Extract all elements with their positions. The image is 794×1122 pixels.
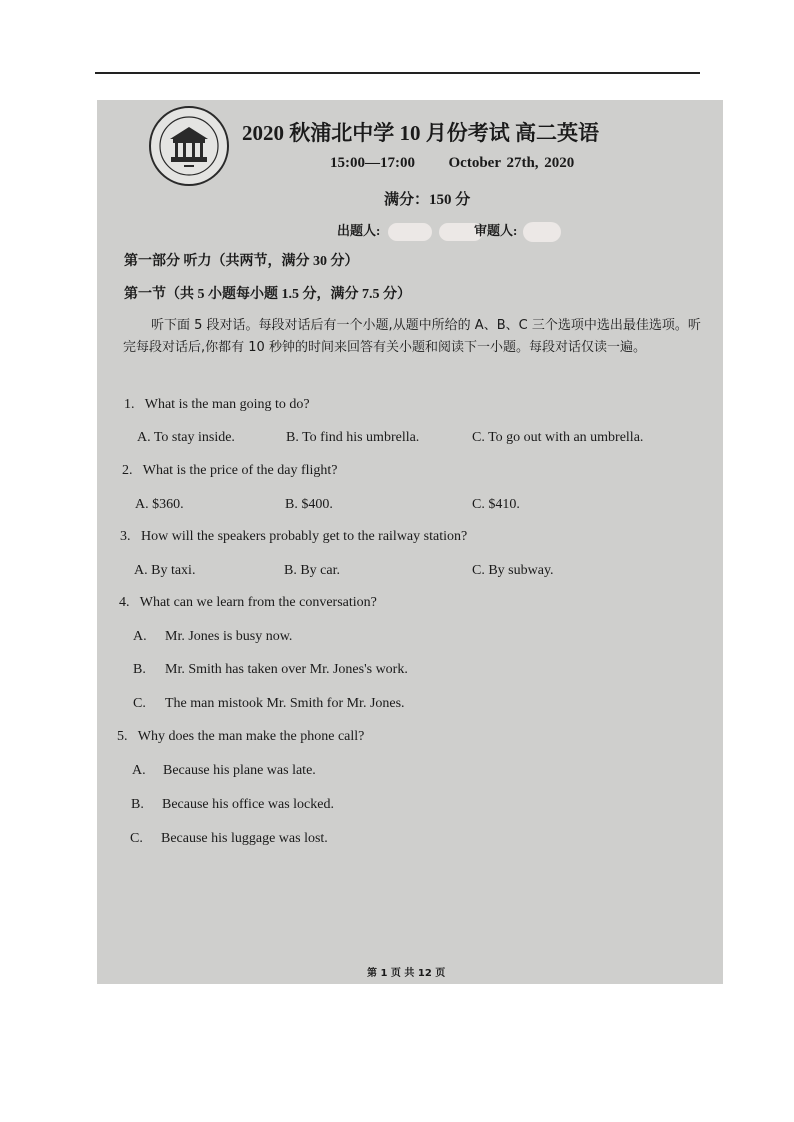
option-1c: C. To go out with an umbrella. [472,430,644,445]
option-2b: B. $400. [285,497,333,512]
exam-time: 15:00—17:00 [330,155,415,171]
reviewer-label: 审题人: [474,223,518,238]
page-footer: 第 1 页 共 12 页 [367,968,446,979]
option-4b: B. Mr. Smith has taken over Mr. Jones's work. [133,662,408,677]
part-heading: 第一部分 听力（共两节，满分 30 分） [124,254,359,269]
setters-line [337,220,483,241]
question-5: 5. Why does the man make the phone call? [117,729,365,744]
exam-date: October 27th, 2020 [448,155,575,171]
section-heading: 第一节（共 5 小题每小题 1.5 分，满分 7.5 分） [124,287,411,302]
option-1b: B. To find his umbrella. [286,430,420,445]
option-5b: B. Because his office was locked. [131,797,334,812]
option-3a: A. By taxi. [134,563,196,578]
reviewer-line [474,220,561,242]
option-2c: C. $410. [472,497,520,512]
exam-title: 2020 秋浦北中学 10 月份考试 高二英语 [242,121,599,145]
option-4c: C. The man mistook Mr. Smith for Mr. Jones. [133,696,405,711]
exam-time-line [330,155,574,172]
full-score: 满分：150 分 [384,192,471,208]
setters-label: 出题人: [337,223,381,238]
option-2a: A. $360. [135,497,184,512]
option-4a: A. Mr. Jones is busy now. [133,629,293,644]
option-5a: A. Because his plane was late. [132,763,316,778]
question-2: 2. What is the price of the day flight? [122,463,338,478]
redacted-name [523,222,561,242]
instructions-paragraph: 听下面 5 段对话。每段对话后有一个小题,从题中所给的 A、B、C 三个选项中选出最佳选项。听完每段对话后,你都有 10 秒钟的时间来回答有关小题和阅读下一小题。每段对话仅读一遍。 [123,318,701,355]
option-1a: A. To stay inside. [137,430,235,445]
redacted-name [388,223,432,241]
school-seal-icon [148,105,230,187]
option-5c: C. Because his luggage was lost. [130,831,328,846]
option-3c: C. By subway. [472,563,554,578]
question-1: 1. What is the man going to do? [124,397,310,412]
exam-paper [97,100,723,984]
question-3: 3. How will the speakers probably get to the railway station? [120,529,468,544]
question-4: 4. What can we learn from the conversation? [119,595,377,610]
top-rule [95,72,700,74]
option-3b: B. By car. [284,563,340,578]
